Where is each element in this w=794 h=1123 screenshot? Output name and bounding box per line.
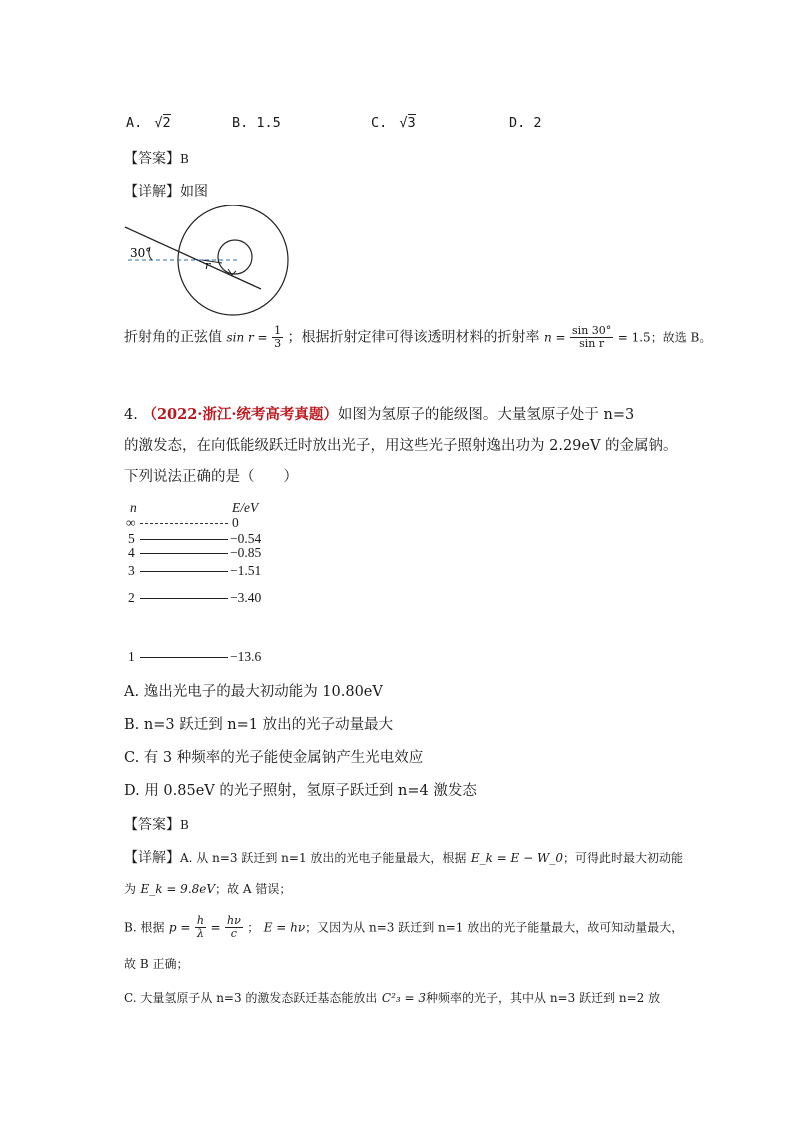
q4-stem-line-1: 4. （2022·浙江·统考高考真题）如图为氢原子的能级图。大量氢原子处于 n=3 [124,406,635,423]
level-line-4 [140,553,228,554]
level-line-1 [140,657,228,658]
r-label: r [205,259,211,272]
q4-detail-b-line-1: B. 根据 p = $\frac{h}{\lambda}$ = $\frac{h\nu}{c}$ ； E = hν；又因为从 n=3 跃迁到 n=1 放出的光子能量最大，故可知动量最大， [124,914,684,940]
q3-answer: 【答案】B [124,151,189,167]
q3-option-d: D. 2 [509,115,542,131]
level-energy: 0 [232,515,239,530]
q4-source: （2022·浙江·统考高考真题） [142,406,338,423]
level-label: 3 [128,563,135,578]
q3-option-c: C. √3 [371,115,416,131]
level-line-3 [140,571,228,572]
level-energy: −1.51 [230,563,262,578]
q4-detail-b-line-2: 故 B 正确； [124,957,189,971]
level-label: ∞ [126,515,136,530]
q4-option-b: B. n=3 跃迁到 n=1 放出的光子动量最大 [124,717,394,733]
q3-option-b: B. 1.5 [232,115,281,131]
q3-detail: 【详解】如图 [124,184,208,200]
inner-circle [218,240,252,274]
level-energy: −3.40 [230,590,262,605]
level-label: 2 [128,590,135,605]
q4-stem-line-2: 的激发态，在向低能级跃迁时放出光子，用这些光子照射逸出功为 2.29eV 的金属钠。 [124,438,678,454]
level-energy: −0.85 [230,545,262,560]
level-energy: −0.54 [230,531,262,546]
diagram-n-header: n [130,500,137,515]
q4-option-d: D. 用 0.85eV 的光子照射，氢原子跃迁到 n=4 激发态 [124,783,477,799]
q4-detail-c-line-1: C. 大量氢原子从 n=3 的激发态跃迁基态能放出 C²₃ = 3种频率的光子，其中从 n=3 跃迁到 n=2 放 [124,991,661,1005]
q3-option-a: A. √2 [126,115,171,131]
q4-detail-a-line-2: 为 E_k = 9.8eV；故 A 错误； [124,882,292,896]
level-line-2 [140,598,228,599]
level-line-infinity [140,523,228,524]
angle-label: 30° [130,246,152,260]
q3-refraction-figure [120,205,300,320]
level-line-5 [140,539,228,540]
level-energy: −13.6 [230,649,262,664]
q4-option-c: C. 有 3 种频率的光子能使金属钠产生光电效应 [124,750,424,766]
level-label: 1 [128,649,135,664]
q4-answer: 【答案】B [124,817,189,833]
level-label: 4 [128,545,135,560]
diagram-e-header: E/eV [232,500,259,515]
level-label: 5 [128,531,135,546]
q4-detail-a-line-1: 【详解】A. 从 n=3 跃迁到 n=1 放出的光电子能量最大，根据 E_k = E − W_0；可得此时最大初动能 [124,850,683,866]
q4-stem-line-3: 下列说法正确的是（ ） [124,469,298,485]
q3-solution-line: 折射角的正弦值 sin r = $\frac{1}{3}$ ；根据折射定律可得该透明材料的折射率 n = $\frac{\sin 30^\circ}{\text{sin r}}$ = 1.5；故选 B。 [124,324,712,350]
q4-option-a: A. 逸出光电子的最大初动能为 10.80eV [124,684,383,700]
